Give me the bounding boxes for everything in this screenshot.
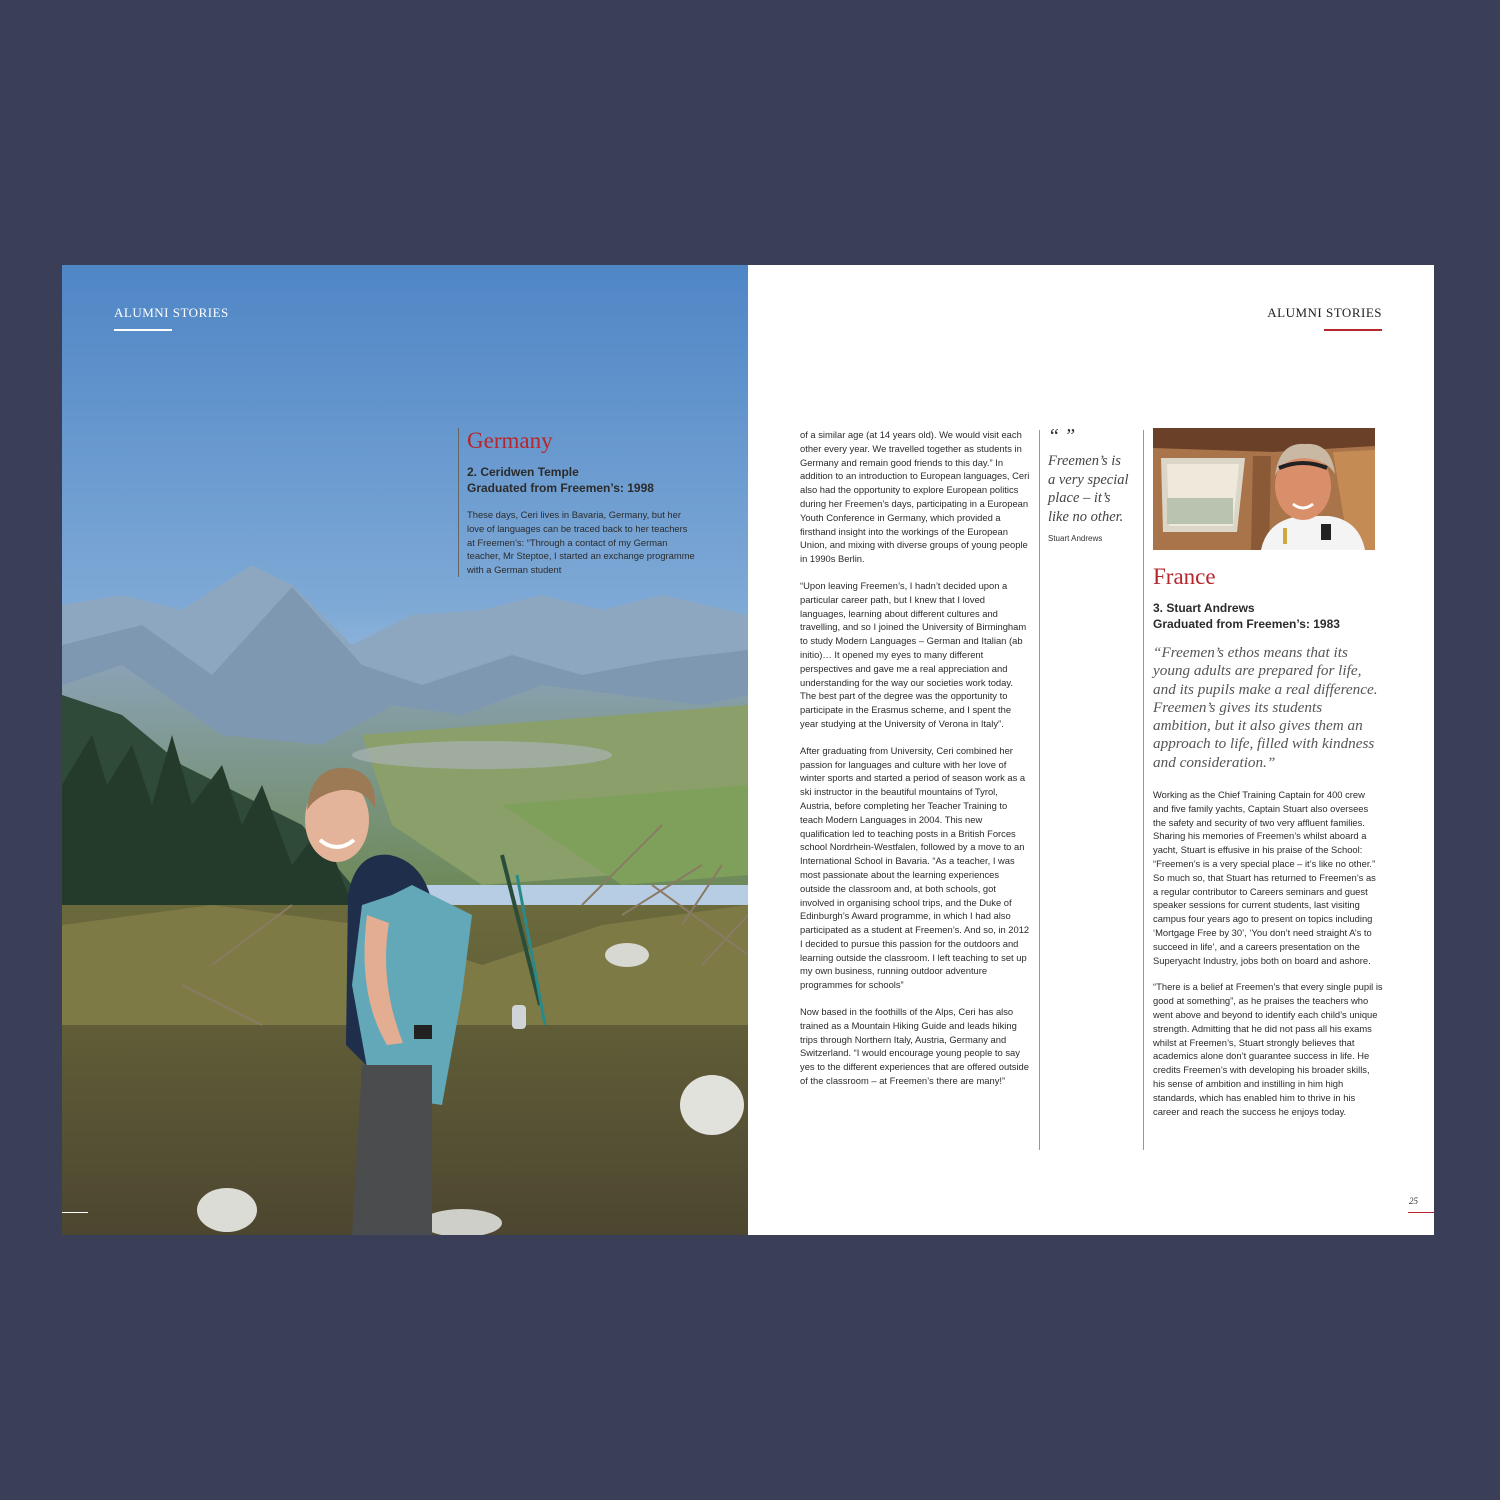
paragraph: “Upon leaving Freemen’s, I hadn’t decided upon a particular career path, but I knew that I loved languages, learning about different cultures and travelling, and so I joined the University of Birmingham to study Modern Languages – German and Italian (ab initio)… It opened my eyes to many different perspectives and gave me a real appreciation and understanding for the way our societies work today. The best part of the degree was the opportunity to participate in the Erasmus scheme, and I spent the year studying at the University of Verona in Italy”. bbox=[800, 579, 1027, 729]
page-rule bbox=[62, 1212, 88, 1213]
feature-quote: “Freemen’s ethos means that its young adults are prepared for life, and its pupils make a real difference. Freemen’s gives its students ambition, but it also gives them an approach to life, filled with kindness and consideration.” bbox=[1153, 644, 1378, 771]
section-header: ALUMNI STORIES bbox=[1267, 305, 1382, 320]
country-heading-germany: Germany bbox=[467, 428, 553, 453]
paragraph: of a similar age (at 14 years old). We would visit each other every year. We travelled together as students in Germany and remain good friends to this day.” In addition to an introduction to European languages, Ceri also had the opportunity to explore European politics during her Freemen’s days, participating in a European Youth Conference in Germany, which provided a firsthand insight into the workings of the European Union, and mixing with diverse groups of young people in 1990s Berlin. bbox=[800, 429, 1030, 565]
stuart-story bbox=[1153, 788, 1383, 1118]
hiker-in-alps-photo bbox=[62, 265, 748, 1235]
paragraph: After graduating from University, Ceri combined her passion for languages and culture with her love of winter sports and started a period of season work as a ski instructor in the beautiful mountains of Tyrol, Austria, before completing her Teacher Training to teach Modern Languages in 2004. This new qualification led to teaching posts in a British Forces school Nordrhein-Westfalen, followed by a move to an International School in Bavaria. “As a teacher, I was most passionate about the learning experiences outside the classroom and, at both schools, got involved in organising school trips, and the Duke of Edinburgh’s Award programme, in which I had also participated as a student at Freemen’s. And so, in 2012 I decided to pursue this passion for the outdoors and learning outside the classroom. I left teaching to set up my own business, running outdoor adventure programmes for schools” bbox=[800, 744, 1030, 991]
intro-paragraph: These days, Ceri lives in Bavaria, Germany, but her love of languages can be traced back to her teachers at Freemen’s: “Through a contact of my German teacher, Mr Steptoe, I started an exchange programme with a German student bbox=[467, 509, 695, 576]
paragraph: “There is a belief at Freemen’s that every single pupil is good at something”, as he praises the teachers who went above and beyond to identify each child’s unique strength. Admitting that he did not pass all his exams whilst at Freemen’s, Stuart strongly believes that academics alone don’t guarantee success in life. He credits Freemen’s with developing his broader skills, his sense of ambition and instilling in him high standards, which has enabled him to thrive in his career and reach the success he enjoys today. bbox=[1153, 981, 1383, 1117]
captain-portrait-photo bbox=[1153, 428, 1375, 550]
magazine-spread bbox=[62, 265, 1434, 1235]
header-rule bbox=[114, 329, 172, 331]
graduated-year: Graduated from Freemen’s: 1983 bbox=[1153, 617, 1340, 631]
germany-intro bbox=[458, 428, 695, 577]
column-divider bbox=[1143, 430, 1144, 1150]
country-heading-france: France bbox=[1153, 564, 1216, 589]
right-page bbox=[748, 265, 1434, 1235]
ceri-story-column bbox=[800, 428, 1030, 1101]
quote-marks-icon: “ ” bbox=[1048, 425, 1076, 447]
page-rule bbox=[1408, 1212, 1434, 1213]
header-rule bbox=[1324, 329, 1382, 331]
person-name: 3. Stuart Andrews bbox=[1153, 601, 1255, 615]
page-number: 25 bbox=[1409, 1196, 1418, 1206]
pull-quote-attribution: Stuart Andrews bbox=[1048, 534, 1103, 543]
column-divider bbox=[1039, 430, 1040, 1150]
section-header: ALUMNI STORIES bbox=[114, 305, 229, 320]
left-page bbox=[62, 265, 748, 1235]
france-column bbox=[1153, 428, 1383, 1131]
graduated-year: Graduated from Freemen’s: 1998 bbox=[467, 481, 654, 495]
pull-quote-text: Freemen’s is a very special place – it’s like no other. bbox=[1048, 453, 1129, 525]
person-name: 2. Ceridwen Temple bbox=[467, 465, 579, 479]
pull-quote bbox=[1048, 425, 1130, 543]
paragraph: Working as the Chief Training Captain for 400 crew and five family yachts, Captain Stuart also oversees the safety and security of two very affluent families. Sharing his memories of Freemen’s whilst aboard a yacht, Stuart is effusive in his praise of the School: “Freemen’s is a very special place – it’s like no other.” So much so, that Stuart has returned to Freemen’s as a regular contributor to Careers seminars and guest speaker sessions for current students, last visiting campus four years ago to present on topics including ‘Mortgage Free by 30’, ‘You don’t need straight A’s to succeed in life’, and a careers presentation on the Superyacht Industry, jobs both on board and ashore. bbox=[1153, 789, 1376, 966]
paragraph: Now based in the foothills of the Alps, Ceri has also trained as a Mountain Hiking Guide and leads hiking trips through Northern Italy, Austria, Germany and Switzerland. “I would encourage young people to say yes to the different experiences that are offered outside of the classroom – at Freemen’s there are many!” bbox=[800, 1006, 1029, 1087]
